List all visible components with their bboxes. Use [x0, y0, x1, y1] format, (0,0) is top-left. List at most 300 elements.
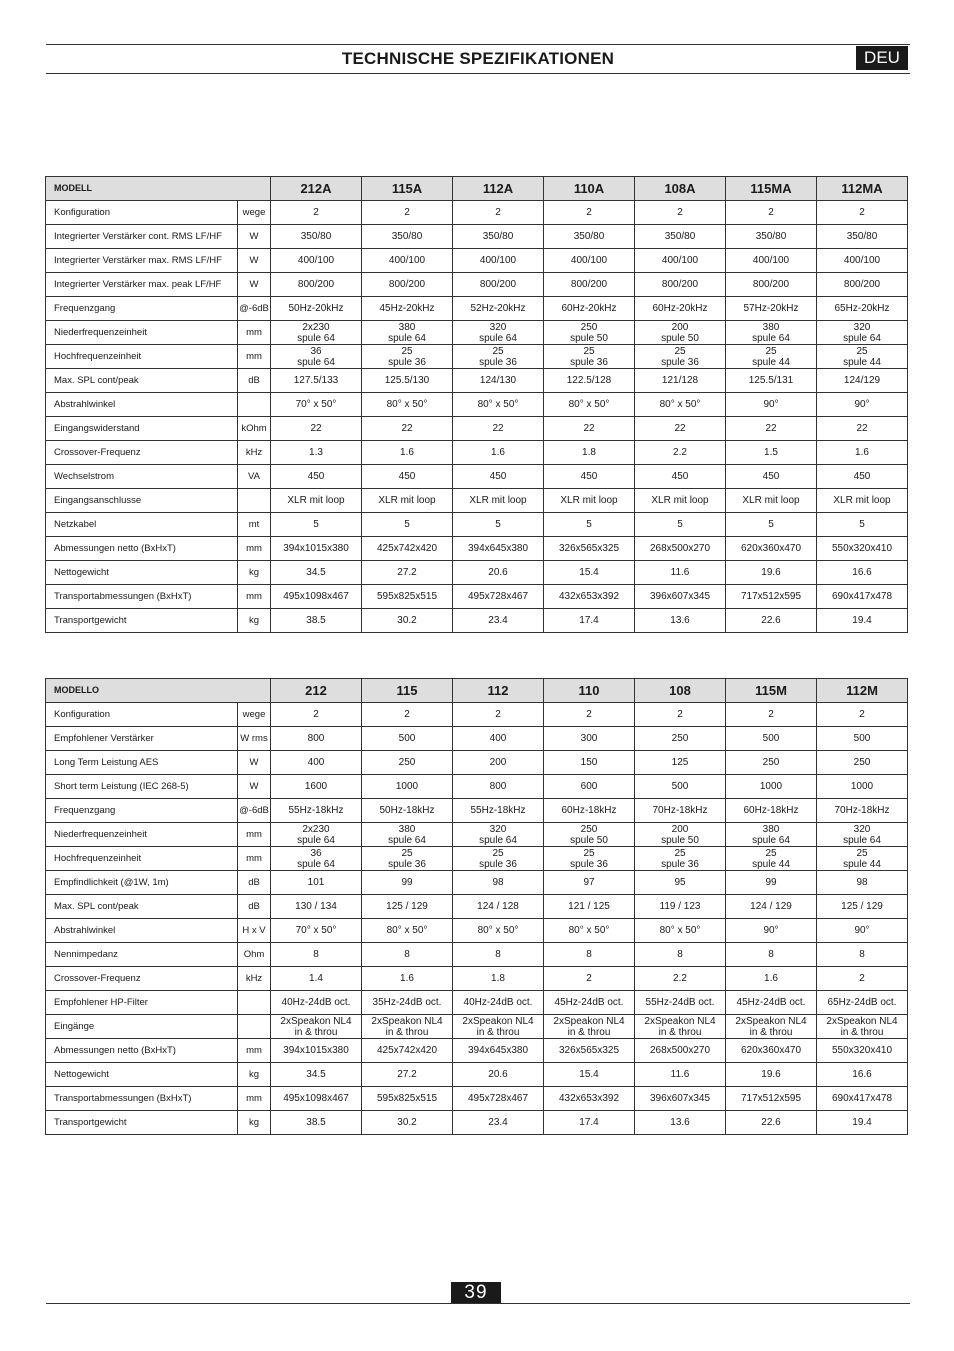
spec-unit — [238, 393, 271, 417]
spec-label: Eingänge — [46, 1015, 238, 1039]
spec-value: 55Hz-18kHz — [271, 799, 362, 823]
spec-label: Empfohlener HP-Filter — [46, 991, 238, 1015]
table-row — [46, 561, 908, 585]
spec-value: 380 spule 64 — [726, 321, 817, 345]
table-row — [46, 273, 908, 297]
spec-value: 394x645x380 — [453, 1039, 544, 1063]
spec-value: 300 — [544, 727, 635, 751]
spec-unit: wege — [238, 703, 271, 727]
spec-value: 2.2 — [635, 441, 726, 465]
spec-value: 1000 — [817, 775, 908, 799]
table-row — [46, 441, 908, 465]
spec-value: 5 — [544, 513, 635, 537]
spec-unit: W — [238, 249, 271, 273]
spec-value: 400/100 — [635, 249, 726, 273]
spec-value: 27.2 — [362, 1063, 453, 1087]
spec-value: 60Hz-20kHz — [544, 297, 635, 321]
spec-unit: W — [238, 273, 271, 297]
table-row — [46, 417, 908, 441]
spec-value: 2 — [817, 703, 908, 727]
spec-value: 380 spule 64 — [362, 823, 453, 847]
spec-value: 268x500x270 — [635, 537, 726, 561]
spec-value: 1.8 — [453, 967, 544, 991]
spec-value: 19.4 — [817, 1111, 908, 1135]
spec-value: 125.5/131 — [726, 369, 817, 393]
spec-value: 30.2 — [362, 609, 453, 633]
spec-value: 11.6 — [635, 561, 726, 585]
spec-value: 500 — [635, 775, 726, 799]
spec-unit: mm — [238, 345, 271, 369]
spec-label: Wechselstrom — [46, 465, 238, 489]
table-row — [46, 321, 908, 345]
spec-value: XLR mit loop — [362, 489, 453, 513]
spec-value: 99 — [726, 871, 817, 895]
model-name-header: 112M — [817, 679, 908, 703]
spec-unit: kHz — [238, 967, 271, 991]
spec-value: 125 / 129 — [362, 895, 453, 919]
spec-value: 11.6 — [635, 1063, 726, 1087]
table-row — [46, 249, 908, 273]
spec-value: 2xSpeakon NL4 in & throu — [635, 1015, 726, 1039]
spec-value: 65Hz-24dB oct. — [817, 991, 908, 1015]
spec-value: 34.5 — [271, 1063, 362, 1087]
spec-value: 400 — [453, 727, 544, 751]
spec-value: 125 — [635, 751, 726, 775]
spec-value: 2xSpeakon NL4 in & throu — [544, 1015, 635, 1039]
spec-label: Crossover-Frequenz — [46, 967, 238, 991]
spec-value: 25 spule 36 — [544, 847, 635, 871]
spec-value: 25 spule 44 — [726, 847, 817, 871]
spec-value: 22 — [726, 417, 817, 441]
spec-value: 800/200 — [271, 273, 362, 297]
spec-value: 130 / 134 — [271, 895, 362, 919]
spec-value: 500 — [362, 727, 453, 751]
spec-unit: mm — [238, 823, 271, 847]
model-name-header: 112MA — [817, 177, 908, 201]
spec-value: 800/200 — [453, 273, 544, 297]
table-row — [46, 609, 908, 633]
spec-value: 350/80 — [453, 225, 544, 249]
spec-value: 8 — [453, 943, 544, 967]
spec-value: 124 / 129 — [726, 895, 817, 919]
page-title: TECHNISCHE SPEZIFIKATIONEN — [341, 49, 615, 68]
spec-value: 65Hz-20kHz — [817, 297, 908, 321]
spec-label: Transportgewicht — [46, 609, 238, 633]
table-row — [46, 1039, 908, 1063]
spec-value: 36 spule 64 — [271, 847, 362, 871]
spec-value: 495x728x467 — [453, 585, 544, 609]
spec-value: 800/200 — [635, 273, 726, 297]
model-name-header: 108A — [635, 177, 726, 201]
spec-value: 90° — [726, 919, 817, 943]
spec-unit: mt — [238, 513, 271, 537]
spec-label: Crossover-Frequenz — [46, 441, 238, 465]
spec-value: 8 — [271, 943, 362, 967]
table-row — [46, 345, 908, 369]
spec-value: 40Hz-24dB oct. — [453, 991, 544, 1015]
spec-value: 800/200 — [817, 273, 908, 297]
table-header-row — [46, 679, 908, 703]
spec-label: Transportabmessungen (BxHxT) — [46, 1087, 238, 1111]
spec-label: Transportabmessungen (BxHxT) — [46, 585, 238, 609]
spec-value: 38.5 — [271, 609, 362, 633]
spec-value: 2 — [544, 967, 635, 991]
spec-value: 1600 — [271, 775, 362, 799]
spec-unit: mm — [238, 1087, 271, 1111]
spec-unit: Ohm — [238, 943, 271, 967]
spec-value: 80° x 50° — [544, 393, 635, 417]
spec-label: Integrierter Verstärker max. RMS LF/HF — [46, 249, 238, 273]
spec-value: 19.6 — [726, 561, 817, 585]
spec-value: 1.6 — [453, 441, 544, 465]
spec-value: 55Hz-24dB oct. — [635, 991, 726, 1015]
spec-label: Frequenzgang — [46, 297, 238, 321]
spec-label: Frequenzgang — [46, 799, 238, 823]
spec-value: 80° x 50° — [453, 393, 544, 417]
spec-value: 800 — [453, 775, 544, 799]
table-header-row — [46, 177, 908, 201]
spec-value: 13.6 — [635, 609, 726, 633]
spec-value: 396x607x345 — [635, 1087, 726, 1111]
spec-unit: VA — [238, 465, 271, 489]
spec-value: 38.5 — [271, 1111, 362, 1135]
spec-value: XLR mit loop — [544, 489, 635, 513]
table-row — [46, 201, 908, 225]
spec-value: 23.4 — [453, 609, 544, 633]
spec-value: 2 — [453, 201, 544, 225]
spec-label: Short term Leistung (IEC 268-5) — [46, 775, 238, 799]
spec-value: 16.6 — [817, 561, 908, 585]
spec-value: 200 spule 50 — [635, 321, 726, 345]
spec-value: 620x360x470 — [726, 1039, 817, 1063]
table-row — [46, 1087, 908, 1111]
spec-value: 124/130 — [453, 369, 544, 393]
spec-value: 150 — [544, 751, 635, 775]
spec-value: 25 spule 36 — [635, 345, 726, 369]
spec-label: Konfiguration — [46, 703, 238, 727]
spec-label: Eingangsanschlusse — [46, 489, 238, 513]
spec-unit: dB — [238, 895, 271, 919]
spec-value: 121 / 125 — [544, 895, 635, 919]
spec-value: XLR mit loop — [635, 489, 726, 513]
spec-value: 25 spule 36 — [362, 345, 453, 369]
spec-unit: H x V — [238, 919, 271, 943]
spec-value: 1.5 — [726, 441, 817, 465]
spec-value: 22 — [453, 417, 544, 441]
table-row — [46, 1111, 908, 1135]
spec-value: 2xSpeakon NL4 in & throu — [817, 1015, 908, 1039]
table-row — [46, 537, 908, 561]
spec-value: 27.2 — [362, 561, 453, 585]
spec-value: 400/100 — [817, 249, 908, 273]
spec-value: 119 / 123 — [635, 895, 726, 919]
spec-value: 1.6 — [817, 441, 908, 465]
spec-value: 25 spule 36 — [544, 345, 635, 369]
spec-value: 20.6 — [453, 561, 544, 585]
spec-value: 23.4 — [453, 1111, 544, 1135]
spec-value: 350/80 — [271, 225, 362, 249]
spec-value: 57Hz-20kHz — [726, 297, 817, 321]
spec-value: 432x653x392 — [544, 585, 635, 609]
spec-value: 52Hz-20kHz — [453, 297, 544, 321]
spec-value: 450 — [544, 465, 635, 489]
spec-value: 400/100 — [362, 249, 453, 273]
spec-value: 80° x 50° — [544, 919, 635, 943]
spec-value: 620x360x470 — [726, 537, 817, 561]
spec-value: 25 spule 44 — [817, 847, 908, 871]
spec-value: 5 — [453, 513, 544, 537]
spec-unit: @-6dB — [238, 799, 271, 823]
spec-value: 22.6 — [726, 1111, 817, 1135]
spec-value: 450 — [453, 465, 544, 489]
spec-value: 2xSpeakon NL4 in & throu — [362, 1015, 453, 1039]
table-row — [46, 727, 908, 751]
spec-value: 2 — [271, 201, 362, 225]
spec-value: 5 — [817, 513, 908, 537]
spec-label: Nettogewicht — [46, 561, 238, 585]
spec-value: 19.4 — [817, 609, 908, 633]
spec-value: 98 — [453, 871, 544, 895]
spec-value: 425x742x420 — [362, 537, 453, 561]
spec-value: 8 — [726, 943, 817, 967]
table-row — [46, 489, 908, 513]
spec-value: 60Hz-20kHz — [635, 297, 726, 321]
spec-unit: kg — [238, 1063, 271, 1087]
spec-value: 2xSpeakon NL4 in & throu — [726, 1015, 817, 1039]
spec-value: 90° — [817, 919, 908, 943]
spec-value: 50Hz-18kHz — [362, 799, 453, 823]
spec-label: Konfiguration — [46, 201, 238, 225]
spec-value: 22 — [271, 417, 362, 441]
model-name-header: 115A — [362, 177, 453, 201]
spec-label: Empfohlener Verstärker — [46, 727, 238, 751]
table-row — [46, 297, 908, 321]
spec-label: Hochfrequenzeinheit — [46, 345, 238, 369]
spec-value: 800/200 — [544, 273, 635, 297]
spec-label: Integrierter Verstärker cont. RMS LF/HF — [46, 225, 238, 249]
spec-value: 200 spule 50 — [635, 823, 726, 847]
table-row — [46, 751, 908, 775]
spec-value: 320 spule 64 — [453, 823, 544, 847]
spec-value: 25 spule 36 — [453, 345, 544, 369]
spec-value: 1000 — [726, 775, 817, 799]
spec-label: Abmessungen netto (BxHxT) — [46, 537, 238, 561]
spec-value: 98 — [817, 871, 908, 895]
spec-value: 2 — [544, 703, 635, 727]
spec-value: 2 — [362, 201, 453, 225]
table-row — [46, 847, 908, 871]
spec-unit: W — [238, 751, 271, 775]
spec-unit: W — [238, 225, 271, 249]
model-column-label: MODELLO — [46, 679, 271, 703]
spec-value: 394x645x380 — [453, 537, 544, 561]
spec-value: 400/100 — [453, 249, 544, 273]
spec-unit: mm — [238, 321, 271, 345]
spec-unit — [238, 1015, 271, 1039]
model-name-header: 108 — [635, 679, 726, 703]
spec-unit: W rms — [238, 727, 271, 751]
spec-unit: kg — [238, 1111, 271, 1135]
spec-value: 90° — [817, 393, 908, 417]
spec-value: 50Hz-20kHz — [271, 297, 362, 321]
spec-value: 17.4 — [544, 1111, 635, 1135]
spec-value: XLR mit loop — [271, 489, 362, 513]
spec-value: 16.6 — [817, 1063, 908, 1087]
spec-value: 495x1098x467 — [271, 1087, 362, 1111]
spec-value: 717x512x595 — [726, 585, 817, 609]
spec-value: 326x565x325 — [544, 1039, 635, 1063]
spec-value: 394x1015x380 — [271, 537, 362, 561]
spec-value: 2xSpeakon NL4 in & throu — [453, 1015, 544, 1039]
spec-value: 2 — [544, 201, 635, 225]
spec-value: 690x417x478 — [817, 1087, 908, 1111]
spec-value: 2 — [726, 201, 817, 225]
spec-unit: kg — [238, 609, 271, 633]
spec-value: 25 spule 44 — [817, 345, 908, 369]
spec-value: 350/80 — [635, 225, 726, 249]
spec-value: 70° x 50° — [271, 919, 362, 943]
spec-value: 8 — [635, 943, 726, 967]
spec-unit: dB — [238, 871, 271, 895]
table-row — [46, 1063, 908, 1087]
spec-value: 15.4 — [544, 1063, 635, 1087]
model-name-header: 112A — [453, 177, 544, 201]
model-name-header: 115M — [726, 679, 817, 703]
model-name-header: 115MA — [726, 177, 817, 201]
spec-value: 250 — [635, 727, 726, 751]
spec-value: 60Hz-18kHz — [726, 799, 817, 823]
spec-value: 400/100 — [271, 249, 362, 273]
spec-value: XLR mit loop — [453, 489, 544, 513]
spec-value: 250 spule 50 — [544, 321, 635, 345]
spec-label: Eingangswiderstand — [46, 417, 238, 441]
spec-value: 22 — [362, 417, 453, 441]
spec-value: 1.6 — [726, 967, 817, 991]
spec-unit: kg — [238, 561, 271, 585]
spec-value: 5 — [726, 513, 817, 537]
spec-value: 124/129 — [817, 369, 908, 393]
model-column-label: MODELL — [46, 177, 271, 201]
spec-label: Niederfrequenzeinheit — [46, 823, 238, 847]
spec-value: 35Hz-24dB oct. — [362, 991, 453, 1015]
table-row — [46, 465, 908, 489]
spec-table-passive — [45, 678, 908, 1135]
spec-value: 320 spule 64 — [817, 321, 908, 345]
spec-value: 2 — [362, 703, 453, 727]
spec-value: 320 spule 64 — [817, 823, 908, 847]
spec-value: 15.4 — [544, 561, 635, 585]
spec-value: 45Hz-24dB oct. — [544, 991, 635, 1015]
spec-value: 20.6 — [453, 1063, 544, 1087]
spec-unit: kHz — [238, 441, 271, 465]
spec-label: Nettogewicht — [46, 1063, 238, 1087]
spec-table-active — [45, 176, 908, 633]
spec-value: 5 — [271, 513, 362, 537]
table-row — [46, 1015, 908, 1039]
spec-value: 550x320x410 — [817, 1039, 908, 1063]
table-row — [46, 369, 908, 393]
spec-value: 70° x 50° — [271, 393, 362, 417]
spec-value: 380 spule 64 — [726, 823, 817, 847]
spec-value: 60Hz-18kHz — [544, 799, 635, 823]
page-number: 39 — [451, 1282, 501, 1303]
spec-value: 55Hz-18kHz — [453, 799, 544, 823]
spec-value: 394x1015x380 — [271, 1039, 362, 1063]
spec-value: 13.6 — [635, 1111, 726, 1135]
spec-value: 70Hz-18kHz — [635, 799, 726, 823]
spec-value: 425x742x420 — [362, 1039, 453, 1063]
spec-value: 101 — [271, 871, 362, 895]
spec-value: 124 / 128 — [453, 895, 544, 919]
spec-value: 396x607x345 — [635, 585, 726, 609]
spec-value: 2x230 spule 64 — [271, 823, 362, 847]
spec-value: 2 — [635, 703, 726, 727]
spec-label: Nennimpedanz — [46, 943, 238, 967]
spec-value: 5 — [635, 513, 726, 537]
spec-unit — [238, 991, 271, 1015]
spec-value: 432x653x392 — [544, 1087, 635, 1111]
spec-label: Max. SPL cont/peak — [46, 369, 238, 393]
table-row — [46, 991, 908, 1015]
spec-value: 2.2 — [635, 967, 726, 991]
spec-value: 450 — [271, 465, 362, 489]
spec-value: 1.8 — [544, 441, 635, 465]
spec-value: 2xSpeakon NL4 in & throu — [271, 1015, 362, 1039]
spec-value: 34.5 — [271, 561, 362, 585]
spec-value: 25 spule 36 — [453, 847, 544, 871]
spec-value: 250 — [817, 751, 908, 775]
language-badge: DEU — [856, 46, 908, 70]
spec-value: 800/200 — [362, 273, 453, 297]
spec-value: 8 — [817, 943, 908, 967]
spec-label: Hochfrequenzeinheit — [46, 847, 238, 871]
table-row — [46, 967, 908, 991]
spec-value: 1.6 — [362, 441, 453, 465]
spec-value: 1.3 — [271, 441, 362, 465]
spec-value: 450 — [726, 465, 817, 489]
spec-value: 2 — [635, 201, 726, 225]
table-row — [46, 393, 908, 417]
spec-value: 1000 — [362, 775, 453, 799]
spec-value: 400 — [271, 751, 362, 775]
spec-value: 600 — [544, 775, 635, 799]
table-row — [46, 799, 908, 823]
table-row — [46, 823, 908, 847]
spec-unit: wege — [238, 201, 271, 225]
spec-value: 350/80 — [362, 225, 453, 249]
spec-value: 350/80 — [817, 225, 908, 249]
spec-value: 250 spule 50 — [544, 823, 635, 847]
spec-value: 200 — [453, 751, 544, 775]
spec-label: Max. SPL cont/peak — [46, 895, 238, 919]
spec-unit: mm — [238, 1039, 271, 1063]
spec-value: 125.5/130 — [362, 369, 453, 393]
spec-value: 125 / 129 — [817, 895, 908, 919]
spec-value: 1.6 — [362, 967, 453, 991]
spec-value: 17.4 — [544, 609, 635, 633]
spec-value: 350/80 — [726, 225, 817, 249]
spec-value: 350/80 — [544, 225, 635, 249]
spec-value: 22 — [817, 417, 908, 441]
model-name-header: 110A — [544, 177, 635, 201]
spec-value: 25 spule 36 — [362, 847, 453, 871]
spec-value: 97 — [544, 871, 635, 895]
spec-label: Abstrahlwinkel — [46, 919, 238, 943]
spec-value: 80° x 50° — [453, 919, 544, 943]
spec-value: 80° x 50° — [635, 919, 726, 943]
table-row — [46, 943, 908, 967]
spec-value: 450 — [362, 465, 453, 489]
